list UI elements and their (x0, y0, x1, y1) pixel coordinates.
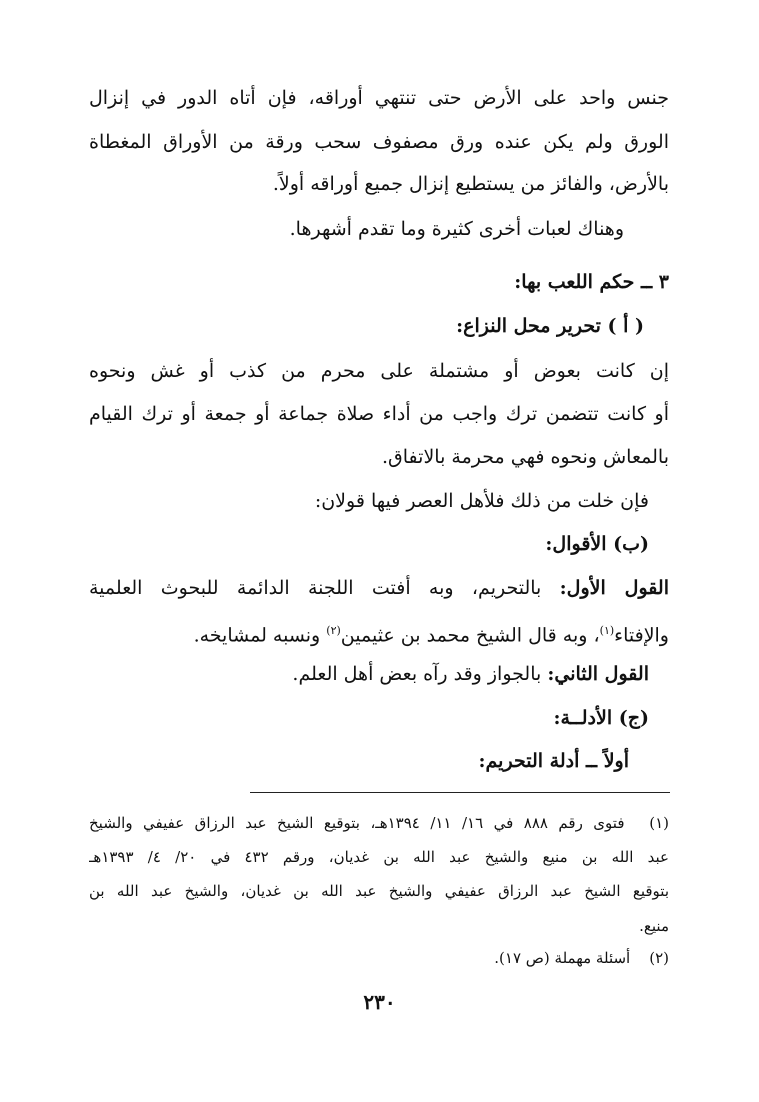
footnote-2-text: أسئلة مهملة (ص ١٧). (494, 949, 631, 967)
body-line-1: جنس واحد على الأرض حتى تنتهي أوراقه، فإن أتاه الدور في إنزال (89, 87, 669, 109)
opinion-two-label: القول الثاني: (547, 663, 649, 685)
body-line-3: بالأرض، والفائز من يستطيع إنزال جميع أوراقه أولاً. (272, 173, 669, 195)
subheading-c: (ج) الأدلــة: (553, 707, 649, 729)
footnote-1-line-1 (89, 806, 669, 840)
opinion-two-text: بالجواز وقد رآه بعض أهل العلم. (292, 663, 542, 685)
opinion-one-text-2c: ونسبه لمشايخه. (193, 624, 327, 647)
footnote-1-line-4: منيع. (639, 917, 669, 935)
opinion-one-text-2a: والإفتاء (614, 624, 669, 647)
body-line-4: وهناك لعبات أخرى كثيرة وما تقدم أشهرها. (289, 218, 624, 240)
page-number: ٢٣٠ (363, 990, 396, 1014)
heading-first-evidence: أولاً ــ أدلة التحريم: (478, 750, 629, 772)
opinion-one-label: القول الأول: (559, 577, 669, 599)
opinion-one-line-2 (89, 611, 669, 651)
body-line-6: أو كانت تتضمن ترك واجب من أداء صلاة جماعة أو جمعة أو ترك القيام (89, 403, 669, 425)
footnote-1-line-3: بتوقيع الشيخ عبد الرزاق عفيفي والشيخ عبد الله بن غديان، والشيخ عبد الله بن (89, 882, 669, 900)
body-line-7: بالمعاش ونحوه فهي محرمة بالاتفاق. (381, 446, 669, 468)
footnote-2-number: (٢) (649, 949, 669, 967)
opinion-two-line (89, 654, 649, 694)
footnote-ref-2: (٢) (326, 624, 341, 637)
footnote-2-line (89, 941, 669, 975)
subheading-b: (ب) الأقوال: (545, 533, 649, 555)
footnote-1-line-2: عبد الله بن منيع والشيخ عبد الله بن غديان، ورقم ٤٣٢ في ٢٠/ ٤/ ١٣٩٣هـ (89, 848, 669, 866)
footnote-divider (250, 792, 670, 793)
body-line-8: فإن خلت من ذلك فلأهل العصر فيها قولان: (314, 490, 649, 512)
section-heading-3: ٣ ــ حكم اللعب بها: (514, 271, 669, 293)
subheading-a: ( أ ) تحرير محل النزاع: (456, 315, 644, 337)
body-line-5: إن كانت بعوض أو مشتملة على محرم من كذب أو غش ونحوه (89, 360, 669, 382)
opinion-one-line-1 (89, 568, 669, 608)
footnote-1-number: (١) (649, 814, 669, 832)
opinion-one-text: بالتحريم، وبه أفتت اللجنة الدائمة للبحوث العلمية (89, 577, 542, 599)
body-line-2: الورق ولم يكن عنده ورق مصفوف سحب ورقة من الأوراق المغطاة (89, 131, 669, 153)
footnote-1-text-1: فتوى رقم ٨٨٨ في ١٦/ ١١/ ١٣٩٤هـ، بتوقيع الشيخ عبد الرزاق عفيفي والشيخ (89, 814, 625, 832)
footnote-ref-1: (١) (599, 624, 615, 637)
opinion-one-text-2b: ، وبه قال الشيخ محمد بن عثيمين (340, 624, 600, 647)
